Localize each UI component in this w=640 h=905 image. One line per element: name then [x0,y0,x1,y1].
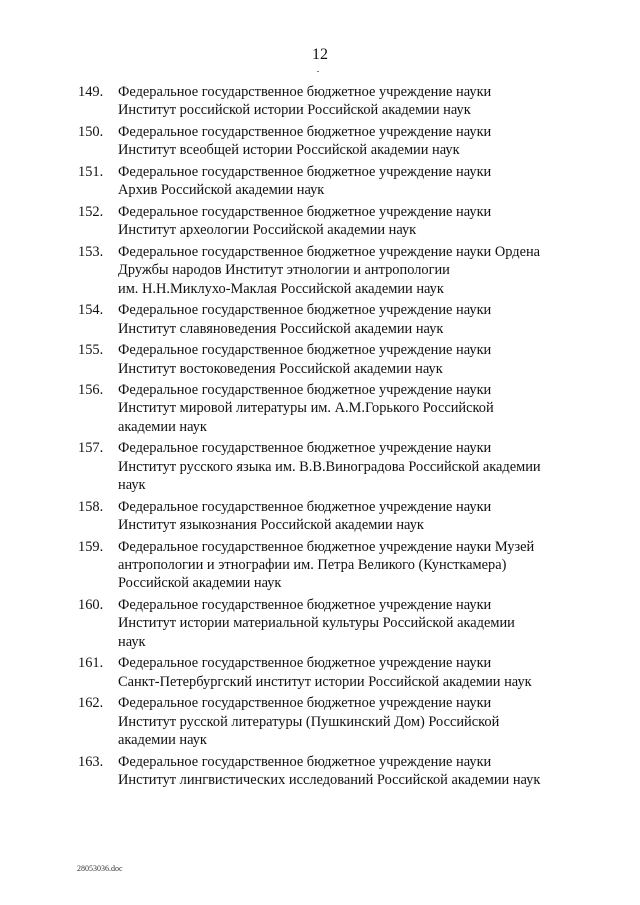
entry-text [118,243,568,298]
entry-text [118,203,568,240]
entry-line: антропологии и этнографии им. Петра Великого (Кунсткамера) [118,557,507,574]
entry-number: 153. [78,243,104,260]
entry-line: Федеральное государственное бюджетное учреждение науки [118,597,492,614]
entry-text [118,538,568,593]
entry-number: 159. [78,538,104,555]
entry-line: Институт российской истории Российской академии наук [118,102,471,119]
list-item [78,694,568,749]
entry-number: 149. [78,84,104,100]
entry-line: Институт археологии Российской академии наук [118,222,417,239]
list-item [78,341,568,378]
entry-number: 163. [78,753,104,770]
list-item [78,123,568,160]
entry-line: Федеральное государственное бюджетное учреждение науки Ордена [118,243,541,260]
entry-line: Институт истории материальной культуры Российской академии [118,615,515,632]
entry-line: Федеральное государственное бюджетное учреждение науки [118,203,492,220]
entry-number: 162. [78,695,104,712]
entry-number: 154. [78,302,104,319]
entry-line: Институт славяноведения Российской академии наук [118,320,444,337]
entry-text [118,596,568,651]
entry-line: Санкт-Петербургский институт истории Российской академии наук [118,673,532,690]
entry-text [118,301,568,338]
entry-line: Федеральное государственное бюджетное учреждение науки [118,123,492,140]
entry-line: Институт языкознания Российской академии наук [118,517,424,534]
entry-line: Федеральное государственное бюджетное учреждение науки [118,163,492,180]
entry-number: 157. [78,440,104,457]
list-item [78,381,568,436]
list-item [78,538,568,593]
entry-text [118,654,568,691]
entry-text [118,83,568,120]
page-number: 12 [312,46,328,63]
list-item [78,498,568,535]
entry-line: Институт востоковедения Российской академии наук [118,360,443,377]
entry-line: Российской академии наук [118,575,282,592]
entry-text [118,439,568,494]
entry-line: Институт всеобщей истории Российской академии наук [118,142,460,159]
list-item [78,439,568,494]
entry-number: 161. [78,655,104,672]
entry-line: Федеральное государственное бюджетное учреждение науки [118,84,492,100]
list-item [78,83,568,120]
entry-number: 160. [78,597,104,614]
entry-text [118,163,568,200]
entry-line: Архив Российской академии наук [118,182,325,199]
document-filename: 28053036.doc [77,864,123,873]
entry-text [118,753,568,790]
list-item [78,301,568,338]
entry-line: Институт русского языка им. В.В.Виноградова Российской академии [118,458,541,475]
entry-number: 152. [78,203,104,220]
entry-list [78,83,568,793]
entry-line: Федеральное государственное бюджетное учреждение науки [118,302,492,319]
list-item [78,596,568,651]
entry-number: 150. [78,123,104,140]
entry-text [118,381,568,436]
entry-line: Федеральное государственное бюджетное учреждение науки Музей [118,538,535,555]
list-item [78,163,568,200]
entry-line: Федеральное государственное бюджетное учреждение науки [118,382,492,399]
entry-text [118,123,568,160]
entry-line: Федеральное государственное бюджетное учреждение науки [118,342,492,359]
entry-number: 158. [78,498,104,515]
entry-line: Институт русской литературы (Пушкинский Дом) Российской [118,713,500,730]
entry-text [118,694,568,749]
entry-line: Федеральное государственное бюджетное учреждение науки [118,753,492,770]
entry-line: им. Н.Н.Миклухо-Маклая Российской академии наук [118,280,444,297]
entry-number: 151. [78,163,104,180]
entry-line: академии наук [118,731,207,748]
page-mark [317,71,319,72]
list-item [78,243,568,298]
list-item [78,203,568,240]
entry-line: Федеральное государственное бюджетное учреждение науки [118,655,492,672]
entry-number: 155. [78,342,104,359]
entry-line: академии наук [118,418,207,435]
entry-line: наук [118,477,146,494]
entry-line: Институт мировой литературы им. А.М.Горького Российской [118,400,494,417]
entry-line: Дружбы народов Институт этнологии и антропологии [118,262,450,279]
list-item [78,654,568,691]
list-item [78,753,568,790]
entry-line: Федеральное государственное бюджетное учреждение науки [118,695,492,712]
entry-text [118,498,568,535]
entry-line: наук [118,633,146,650]
entry-text [118,341,568,378]
entry-line: Институт лингвистических исследований Российской академии наук [118,771,541,788]
entry-line: Федеральное государственное бюджетное учреждение науки [118,440,492,457]
entry-number: 156. [78,382,104,399]
entry-line: Федеральное государственное бюджетное учреждение науки [118,498,492,515]
